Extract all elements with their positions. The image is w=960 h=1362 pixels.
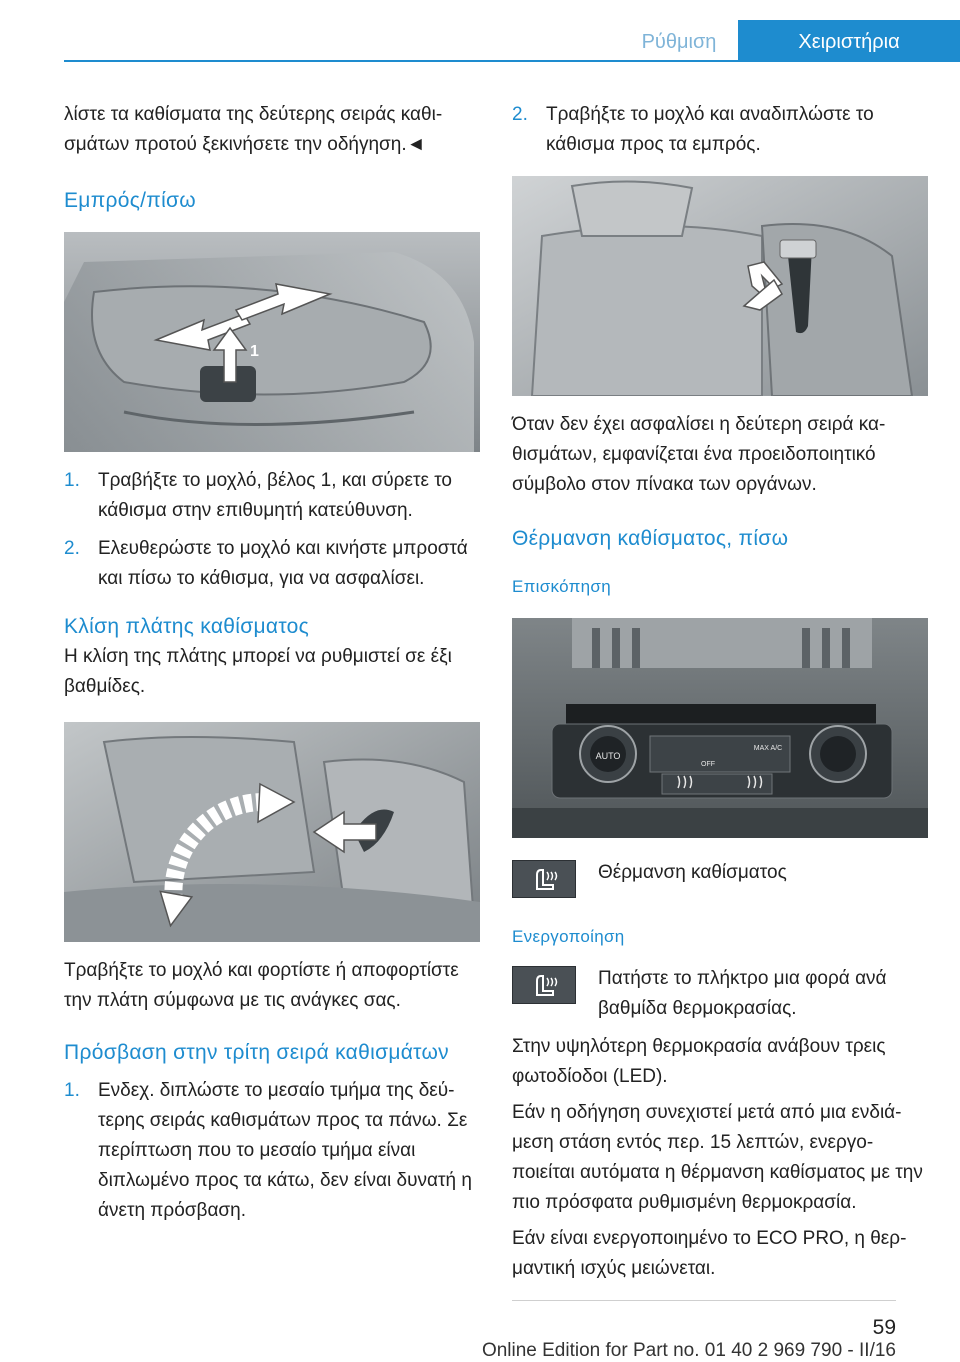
restart-text: Εάν η οδήγηση συνεχιστεί μετά από μια ενδιάμεση στάση εντός περ. 15 λεπτών, ενεργοποιείται αυτόματα η θέρμανση καθίσματος με την πιο πρόσφατα ρυθμισμένη θερμοκρασία. xyxy=(512,1102,923,1213)
steps-fore-aft xyxy=(64,466,480,594)
activation-icon-row xyxy=(512,964,928,1024)
section-title-seat-heating: Θέρμανση καθίσματος, πίσω xyxy=(512,527,789,550)
step-item xyxy=(64,534,480,594)
step-item xyxy=(64,1076,480,1226)
activation-instruction: Πατήστε το πλήκτρο μια φορά ανά βαθμίδα θερμοκρασίας. xyxy=(598,968,887,1019)
photo-seat-slide xyxy=(64,232,480,452)
page-footer xyxy=(0,1300,960,1362)
edition-info: Online Edition for Part no. 01 40 2 969 790 - II/16 xyxy=(481,1340,896,1361)
footer-rule xyxy=(512,1300,896,1301)
header-tab-settings[interactable]: Ρύθμιση xyxy=(641,31,717,53)
led-text: Στην υψηλότερη θερμοκρασία ανάβουν τρεις φωτοδίοδοι (LED). xyxy=(512,1036,886,1087)
seat-heating-button-icon xyxy=(512,966,576,1004)
left-column xyxy=(64,100,480,1226)
backrest-illustration xyxy=(64,722,480,942)
section-title-fore-aft: Εμπρός/πίσω xyxy=(64,189,196,212)
panel-label-auto: AUTO xyxy=(595,751,621,761)
page-header xyxy=(0,0,960,62)
subsection-title-overview: Επισκόπηση xyxy=(512,577,611,596)
steps-third-row xyxy=(64,1076,480,1226)
step-text: Τραβήξτε το μοχλό, βέλος 1, και σύρετε το κάθισμα στην επιθυμητή κατεύθυνση. xyxy=(98,470,452,521)
fold-lever-illustration xyxy=(512,176,928,396)
step-item xyxy=(512,100,928,160)
steps-fold-forward xyxy=(512,100,928,160)
header-tab-controls[interactable]: Χειριστήρια xyxy=(738,20,960,62)
step-number: 1. xyxy=(64,1080,80,1101)
step-number: 2. xyxy=(64,538,80,559)
heating-icon-row xyxy=(512,858,928,898)
seat-slide-illustration xyxy=(64,232,480,452)
step-text: Ελευθερώστε το μοχλό και κινήστε μπροστά και πίσω το κάθισμα, για να ασφαλίσει. xyxy=(98,538,468,589)
step-number: 2. xyxy=(512,104,528,125)
rear-panel-illustration xyxy=(512,618,928,838)
step-item xyxy=(64,466,480,526)
backrest-caption: Τραβήξτε το μοχλό και φορτίστε ή αποφορτίστε την πλάτη σύμφωνα με τις ανάγκες σας. xyxy=(64,960,459,1011)
subsection-title-activation: Ενεργοποίηση xyxy=(512,927,625,946)
photo-fold-lever xyxy=(512,176,928,396)
page-number: 59 xyxy=(872,1316,896,1339)
seat-heating-icon xyxy=(512,860,576,898)
intro-text: λίστε τα καθίσματα της δεύτερης σειράς καθισμάτων προτού ξεκινήσετε την οδήγηση.◄ xyxy=(64,104,443,155)
warning-text: Όταν δεν έχει ασφαλίσει η δεύτερη σειρά καθισμάτων, εμφανίζεται ένα προειδοποιητικό σύμβολο στον πίνακα των οργάνων. xyxy=(512,414,886,495)
eco-pro-text: Εάν είναι ενεργοποιημένο το ECO PRO, η θερμαντική ισχύς μειώνεται. xyxy=(512,1228,907,1279)
step-number: 1. xyxy=(64,470,80,491)
header-rule xyxy=(64,60,960,62)
photo-rear-panel xyxy=(512,618,928,838)
section-title-third-row: Πρόσβαση στην τρίτη σειρά καθισμάτων xyxy=(64,1041,449,1064)
step-text: Τραβήξτε το μοχλό και αναδιπλώστε το κάθισμα προς τα εμπρός. xyxy=(546,104,874,155)
backrest-text: Η κλίση της πλάτης μπορεί να ρυθμιστεί σε έξι βαθμίδες. xyxy=(64,646,452,697)
section-title-backrest: Κλίση πλάτης καθίσματος xyxy=(64,615,310,638)
arrow-label-1: 1 xyxy=(250,343,259,360)
heating-icon-label: Θέρμανση καθίσματος xyxy=(598,862,787,883)
photo-backrest xyxy=(64,722,480,942)
panel-label-max: MAX A/C xyxy=(753,745,783,752)
step-text: Ενδεχ. διπλώστε το μεσαίο τμήμα της δεύτερης σειράς καθισμάτων προς τα πάνω. Σε περίπτωση που το μεσαίο τμήμα είναι διπλωμένο προς τα κάτω, δεν είναι δυνατή η άνετη πρόσβαση. xyxy=(98,1080,472,1221)
right-column xyxy=(512,100,928,1284)
panel-label-off: OFF xyxy=(701,761,715,768)
